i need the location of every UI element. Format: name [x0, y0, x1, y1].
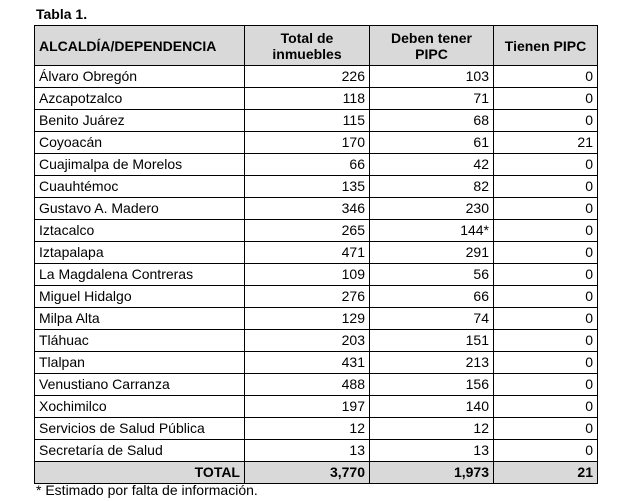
- dependencia-cell: Iztacalco: [35, 220, 245, 242]
- total-cell: 226: [245, 66, 370, 88]
- table-row: [35, 374, 598, 396]
- table-row: [35, 308, 598, 330]
- table-row: [35, 110, 598, 132]
- dependencia-cell: Venustiano Carranza: [35, 374, 245, 396]
- total-cell: 129: [245, 308, 370, 330]
- totals-label: TOTAL: [35, 462, 245, 484]
- table-row: [35, 88, 598, 110]
- tienen-cell: 0: [494, 110, 598, 132]
- totals-total-cell: 3,770: [245, 462, 370, 484]
- tienen-cell: 0: [494, 440, 598, 462]
- dependencia-cell: Álvaro Obregón: [35, 66, 245, 88]
- tienen-cell: 0: [494, 418, 598, 440]
- totals-deben-cell: 1,973: [370, 462, 494, 484]
- deben-cell: 12: [370, 418, 494, 440]
- total-cell: 471: [245, 242, 370, 264]
- dependencia-cell: La Magdalena Contreras: [35, 264, 245, 286]
- deben-cell: 144*: [370, 220, 494, 242]
- deben-cell: 291: [370, 242, 494, 264]
- totals-row: [35, 462, 598, 484]
- tienen-cell: 0: [494, 88, 598, 110]
- total-cell: 118: [245, 88, 370, 110]
- dependencia-cell: Milpa Alta: [35, 308, 245, 330]
- deben-cell: 103: [370, 66, 494, 88]
- total-cell: 66: [245, 154, 370, 176]
- dependencia-cell: Cuauhtémoc: [35, 176, 245, 198]
- tienen-cell: 0: [494, 352, 598, 374]
- total-cell: 115: [245, 110, 370, 132]
- table-row: [35, 396, 598, 418]
- tienen-cell: 21: [494, 132, 598, 154]
- deben-cell: 156: [370, 374, 494, 396]
- dependencia-cell: Servicios de Salud Pública: [35, 418, 245, 440]
- deben-cell: 61: [370, 132, 494, 154]
- total-cell: 265: [245, 220, 370, 242]
- column-header-total: Total de inmuebles: [245, 26, 370, 66]
- tienen-cell: 0: [494, 308, 598, 330]
- dependencia-cell: Azcapotzalco: [35, 88, 245, 110]
- total-cell: 109: [245, 264, 370, 286]
- total-cell: 170: [245, 132, 370, 154]
- deben-cell: 13: [370, 440, 494, 462]
- dependencia-cell: Secretaría de Salud: [35, 440, 245, 462]
- deben-cell: 140: [370, 396, 494, 418]
- deben-cell: 151: [370, 330, 494, 352]
- total-cell: 13: [245, 440, 370, 462]
- deben-cell: 213: [370, 352, 494, 374]
- table-row: [35, 198, 598, 220]
- tienen-cell: 0: [494, 198, 598, 220]
- deben-cell: 71: [370, 88, 494, 110]
- tienen-cell: 0: [494, 374, 598, 396]
- deben-cell: 42: [370, 154, 494, 176]
- table-row: [35, 286, 598, 308]
- dependencia-cell: Benito Juárez: [35, 110, 245, 132]
- table-row: [35, 440, 598, 462]
- deben-cell: 74: [370, 308, 494, 330]
- column-header-tienen: Tienen PIPC: [494, 26, 598, 66]
- total-cell: 276: [245, 286, 370, 308]
- deben-cell: 66: [370, 286, 494, 308]
- tienen-cell: 0: [494, 286, 598, 308]
- tienen-cell: 0: [494, 220, 598, 242]
- tienen-cell: 0: [494, 242, 598, 264]
- totals-tienen-cell: 21: [494, 462, 598, 484]
- column-header-dependencia: ALCALDÍA/DEPENDENCIA: [35, 26, 245, 66]
- tienen-cell: 0: [494, 176, 598, 198]
- table-row: [35, 418, 598, 440]
- deben-cell: 230: [370, 198, 494, 220]
- dependencia-cell: Iztapalapa: [35, 242, 245, 264]
- deben-cell: 68: [370, 110, 494, 132]
- footnote: * Estimado por falta de información.: [36, 482, 258, 498]
- tienen-cell: 0: [494, 396, 598, 418]
- total-cell: 197: [245, 396, 370, 418]
- total-cell: 346: [245, 198, 370, 220]
- table-row: [35, 66, 598, 88]
- table-caption: Tabla 1.: [36, 6, 88, 22]
- total-cell: 203: [245, 330, 370, 352]
- table-row: [35, 154, 598, 176]
- header-row: [35, 26, 598, 66]
- dependencia-cell: Tláhuac: [35, 330, 245, 352]
- dependencia-cell: Gustavo A. Madero: [35, 198, 245, 220]
- table-row: [35, 242, 598, 264]
- total-cell: 12: [245, 418, 370, 440]
- dependencia-cell: Coyoacán: [35, 132, 245, 154]
- dependencia-cell: Cuajimalpa de Morelos: [35, 154, 245, 176]
- dependencia-cell: Xochimilco: [35, 396, 245, 418]
- tienen-cell: 0: [494, 66, 598, 88]
- total-cell: 488: [245, 374, 370, 396]
- table-row: [35, 132, 598, 154]
- data-table: [34, 25, 598, 484]
- table-row: [35, 352, 598, 374]
- total-cell: 431: [245, 352, 370, 374]
- tienen-cell: 0: [494, 264, 598, 286]
- deben-cell: 56: [370, 264, 494, 286]
- deben-cell: 82: [370, 176, 494, 198]
- tienen-cell: 0: [494, 330, 598, 352]
- table-row: [35, 220, 598, 242]
- tienen-cell: 0: [494, 154, 598, 176]
- table-row: [35, 264, 598, 286]
- table-body: [35, 66, 598, 462]
- table-row: [35, 176, 598, 198]
- column-header-deben: Deben tener PIPC: [370, 26, 494, 66]
- table-row: [35, 330, 598, 352]
- total-cell: 135: [245, 176, 370, 198]
- dependencia-cell: Miguel Hidalgo: [35, 286, 245, 308]
- dependencia-cell: Tlalpan: [35, 352, 245, 374]
